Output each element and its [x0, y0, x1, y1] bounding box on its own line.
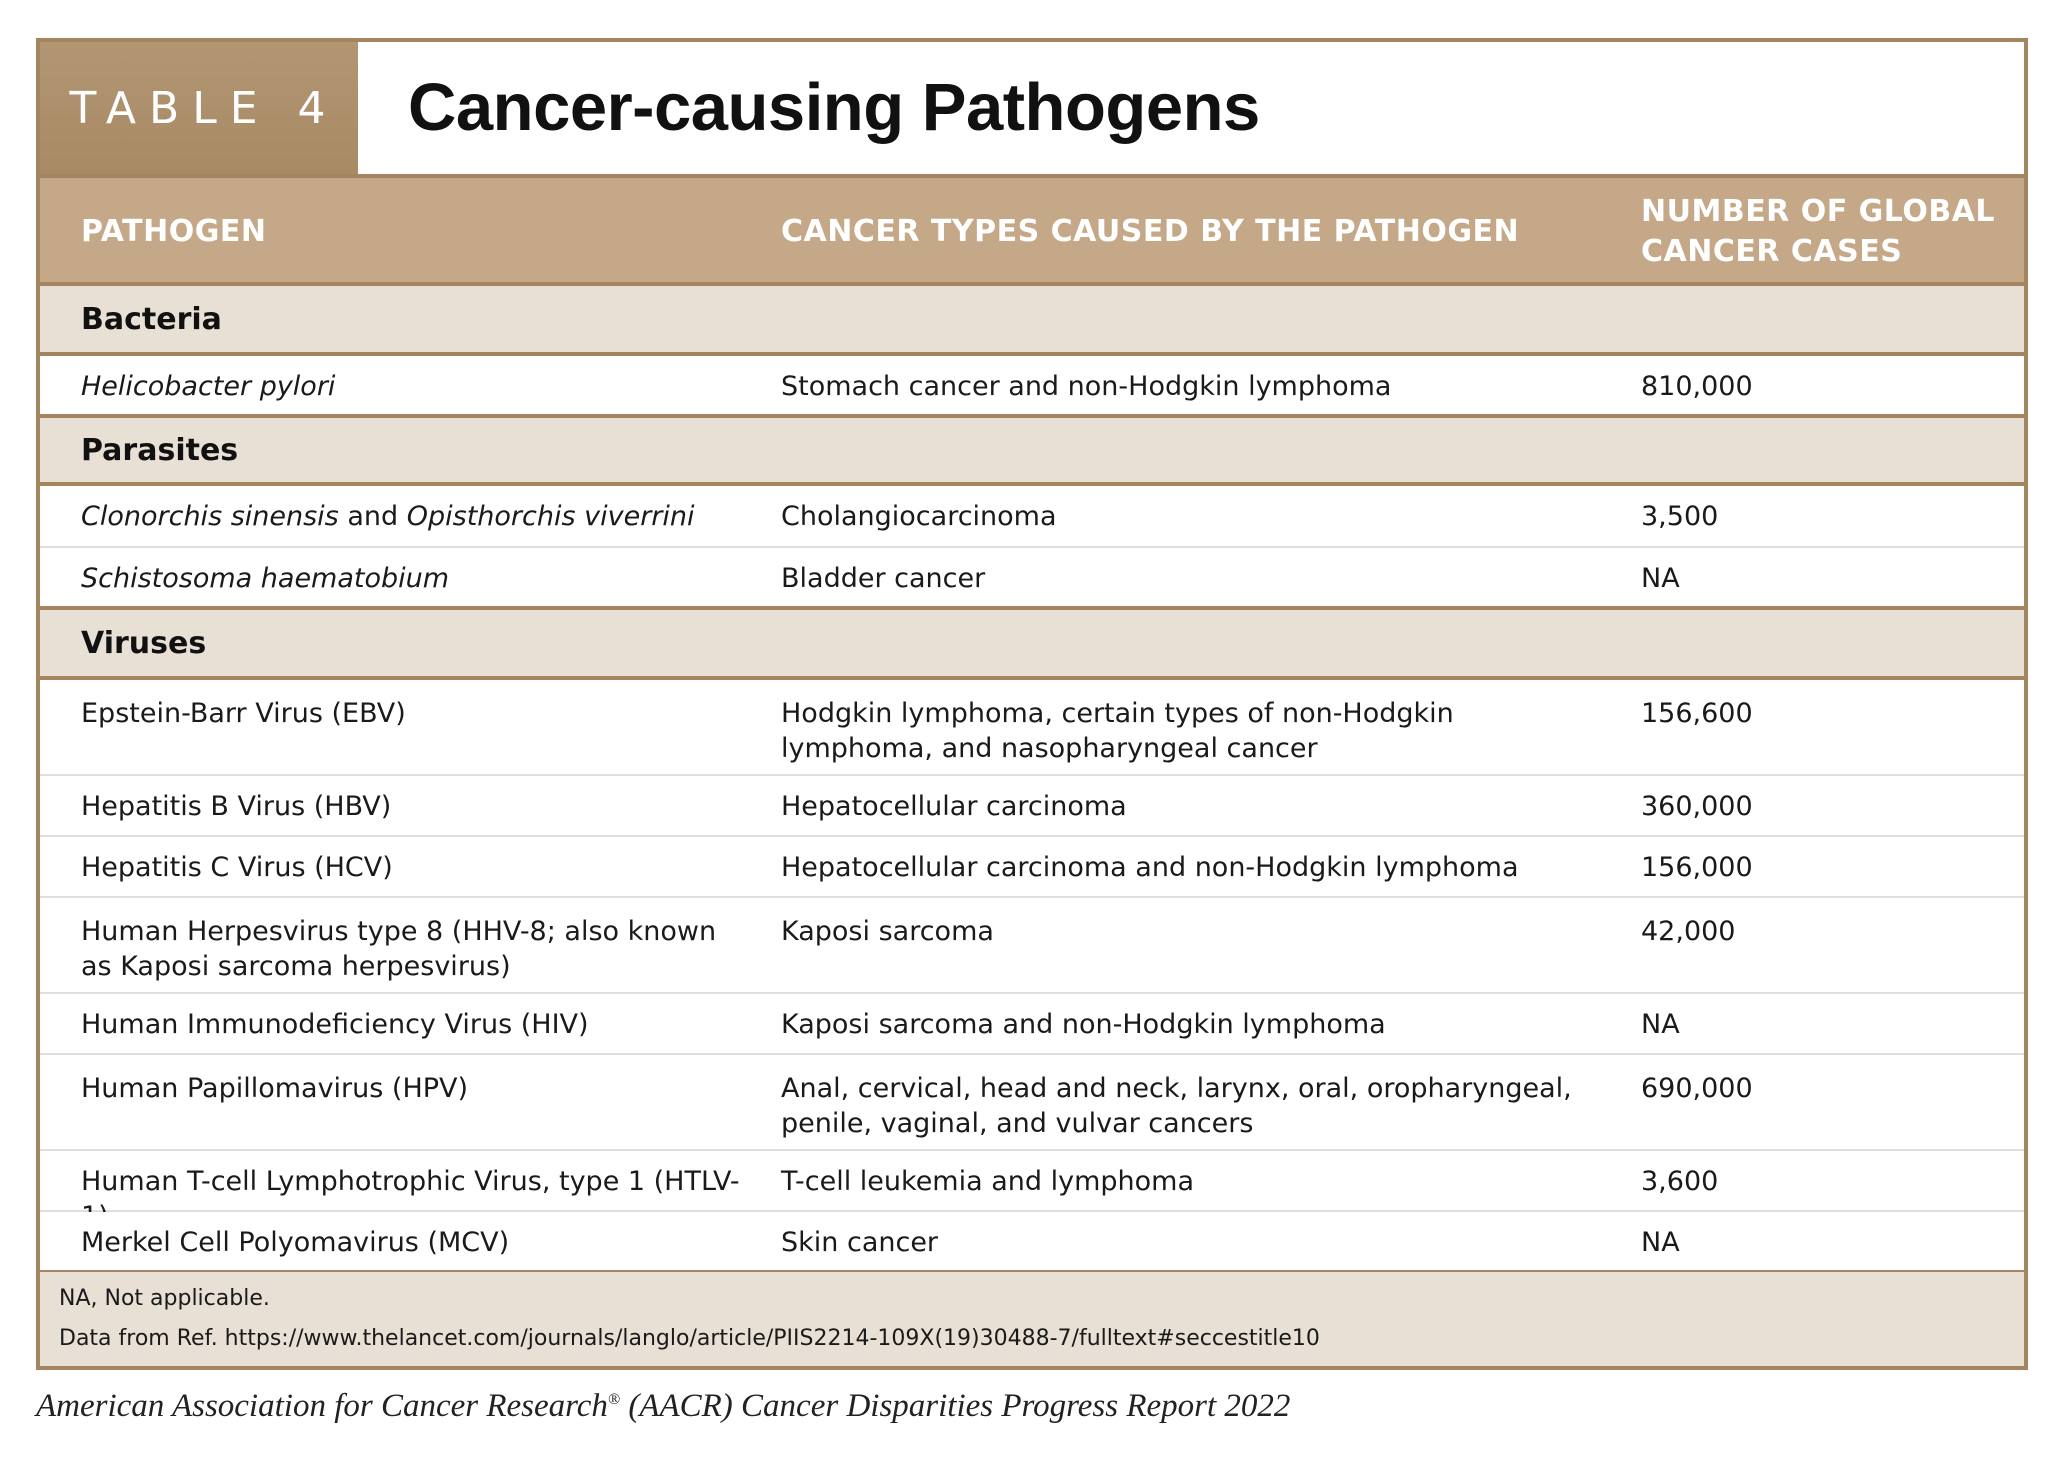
pathogen-joiner: and	[338, 501, 407, 532]
cases-cell: NA	[1641, 1009, 1680, 1040]
footnote-na: NA, Not applicable.	[59, 1286, 270, 1311]
pathogen-cell: Hepatitis C Virus (HCV)	[81, 852, 393, 883]
cancer-types-cell: Kaposi sarcoma	[781, 916, 994, 947]
table-label-box	[40, 42, 358, 174]
pathogen-cell	[81, 499, 741, 534]
group-row-bacteria	[40, 286, 2024, 356]
title-bar	[40, 42, 2024, 178]
cases-cell: 360,000	[1641, 791, 1753, 822]
column-header-cancer-types: CANCER TYPES CAUSED BY THE PATHOGEN	[781, 214, 1520, 249]
pathogen-cell: Human T-cell Lymphotrophic Virus, type 1 (HTLV-	[81, 1166, 740, 1197]
cases-cell: 810,000	[1641, 371, 1753, 402]
table-row	[40, 994, 2024, 1055]
pathogen-cell: Human Herpesvirus type 8 (HHV-8; also known as Kaposi sarcoma herpesvirus)	[81, 916, 717, 982]
column-header-pathogen: PATHOGEN	[81, 214, 267, 249]
column-header-cases-line1: NUMBER OF GLOBAL	[1641, 194, 1996, 229]
cancer-types-cell: Stomach cancer and non-Hodgkin lymphoma	[781, 371, 1392, 402]
cases-cell: 3,600	[1641, 1166, 1719, 1197]
cancer-types-cell: Hepatocellular carcinoma	[781, 791, 1127, 822]
cases-cell: 690,000	[1641, 1073, 1753, 1104]
group-label: Parasites	[81, 432, 239, 468]
publication-credit	[36, 1388, 1290, 1425]
group-row-viruses	[40, 610, 2024, 680]
table-row	[40, 486, 2024, 548]
pathogen-cell: Helicobacter pylori	[81, 371, 336, 402]
cases-cell: 3,500	[1641, 501, 1719, 532]
table-row	[40, 1151, 2024, 1212]
credit-org: American Association for Cancer Research	[36, 1388, 608, 1424]
cancer-types-cell: Hodgkin lymphoma, certain types of non-Hodgkin lymphoma, and nasopharyngeal cancer	[781, 698, 1454, 764]
cases-cell: NA	[1641, 563, 1680, 594]
cancer-types-cell: Bladder cancer	[781, 563, 986, 594]
table-frame	[36, 38, 2028, 1370]
column-header-cases	[1641, 192, 1995, 272]
pathogen-cell: Epstein-Barr Virus (EBV)	[81, 698, 406, 729]
cases-cell: 42,000	[1641, 916, 1736, 947]
table-row	[40, 898, 2024, 994]
footnote-source: Data from Ref. https://www.thelancet.com/journals/langlo/article/PIIS2214-109X(19)30488-7/fulltext#seccestitle10	[59, 1326, 1320, 1351]
credit-report: (AACR) Cancer Disparities Progress Report 2022	[620, 1388, 1291, 1424]
pathogen-name-b: Opisthorchis viverrini	[406, 501, 695, 532]
table-row	[40, 356, 2024, 418]
table-row	[40, 837, 2024, 898]
cancer-types-cell: Anal, cervical, head and neck, larynx, oral, oropharyngeal, penile, vaginal, and vulvar cancers	[781, 1073, 1572, 1139]
pathogen-cell: Hepatitis B Virus (HBV)	[81, 791, 392, 822]
pathogen-cell: Human Papillomavirus (HPV)	[81, 1073, 469, 1104]
cancer-types-cell: Skin cancer	[781, 1227, 939, 1258]
column-header-row	[40, 178, 2024, 286]
cases-cell: 156,600	[1641, 698, 1753, 729]
column-header-cases-line2: CANCER CASES	[1641, 234, 1903, 269]
cancer-types-cell: Kaposi sarcoma and non-Hodgkin lymphoma	[781, 1009, 1386, 1040]
registered-mark: ®	[607, 1391, 621, 1408]
pathogen-cell: Human Immunodeficiency Virus (HIV)	[81, 1009, 589, 1040]
table-row	[40, 680, 2024, 776]
cancer-types-cell: Cholangiocarcinoma	[781, 501, 1057, 532]
table-body	[40, 286, 2024, 1274]
group-label: Viruses	[81, 625, 207, 661]
table-row	[40, 548, 2024, 610]
group-label: Bacteria	[81, 301, 222, 337]
cases-cell: NA	[1641, 1227, 1680, 1258]
cancer-types-cell: Hepatocellular carcinoma and non-Hodgkin lymphoma	[781, 852, 1519, 883]
pathogen-cell: Merkel Cell Polyomavirus (MCV)	[81, 1227, 510, 1258]
table-row	[40, 776, 2024, 837]
table-footer	[40, 1272, 2024, 1366]
pathogen-cell: Schistosoma haematobium	[81, 563, 450, 594]
cancer-types-cell: T-cell leukemia and lymphoma	[781, 1166, 1195, 1197]
cases-cell: 156,000	[1641, 852, 1753, 883]
table-label: TABLE 4	[69, 82, 339, 134]
pathogen-name-a: Clonorchis sinensis	[81, 501, 339, 532]
table-row	[40, 1055, 2024, 1151]
group-row-parasites	[40, 418, 2024, 486]
table-row	[40, 1212, 2024, 1274]
page-title: Cancer-causing Pathogens	[408, 70, 1260, 145]
